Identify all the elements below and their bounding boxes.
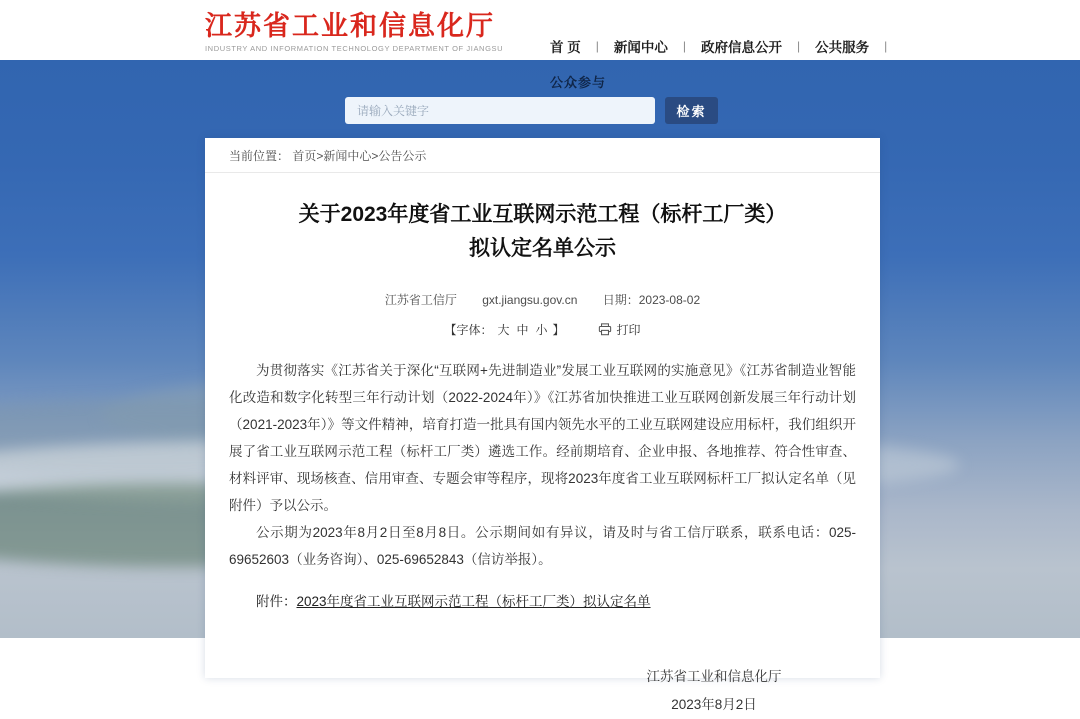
site-logo [205,11,503,53]
nav-item-news-center[interactable]: 新闻中心 [613,40,668,55]
main-nav [548,36,900,56]
nav-separator: | [797,39,801,53]
article-toolbar [229,321,856,338]
attachment-row [229,588,856,615]
print-button[interactable] [598,321,641,338]
printer-icon [598,323,612,336]
site-logo-title: 江苏省工业和信息化厅 [205,11,495,41]
article-signature [229,663,856,719]
nav-separator: | [595,39,599,53]
breadcrumb [205,138,880,173]
tab-public-participation[interactable]: 公众参与 [550,75,607,90]
article-paragraph: 为贯彻落实《江苏省关于深化“互联网+先进制造业”发展工业互联网的实施意见》《江苏省制造业智能化改造和数字化转型三年行动计划（2022-2024年）》《江苏省加快推进工业互联网创新发展三年行动计划（2021-2023年）》等文件精神，培育打造一批具有国内领先水平的工业互联网建设应用标杆，我们组织开展了省工业互联网示范工程（标杆工厂类）遴选工作。经前期培育、企业申报、各地推荐、符合性审查、材料评审、现场核查、信用审查、专题会审等程序，现将2023年度省工业互联网标杆工厂拟认定名单（见附件）予以公示。 [229,363,856,513]
search-input[interactable] [345,97,655,124]
page-title-line1: 关于2023年度省工业互联网示范工程（标杆工厂类） [298,203,787,226]
signature-org: 江苏省工业和信息化厅 [646,669,782,684]
article-paragraph: 公示期为2023年8月2日至8月8日。公示期间如有异议，请及时与省工信厅联系，联系电话：025-69652603（业务咨询）、025-69652843（信访举报）。 [229,525,856,567]
article-source: 江苏省工信厅 [384,293,457,307]
nav-separator: | [682,39,687,53]
search-button[interactable]: 检索 [665,97,718,124]
nav-item-home[interactable]: 首 页 [550,40,581,55]
signature-date: 2023年8月2日 [671,697,757,712]
article-meta [229,291,856,308]
search-bar [345,97,718,124]
nav-item-public-services[interactable]: 公共服务 [815,40,870,55]
nav-item-gov-info-disclosure[interactable]: 政府信息公开 [701,40,783,55]
font-size-label-prefix: 【字体： [444,323,493,337]
site-header [0,0,1080,60]
font-size-medium-button[interactable]: 中 [516,323,529,337]
breadcrumb-label: 当前位置： [229,149,290,163]
article-site: gxt.jiangsu.gov.cn [482,293,578,307]
attachment-label: 附件： [256,594,297,609]
nav-separator: | [884,39,888,53]
attachment-link[interactable]: 2023年度省工业互联网示范工程（标杆工厂类）拟认定名单 [296,594,651,609]
font-size-small-button[interactable]: 小 [535,323,548,337]
page-title [259,198,826,266]
site-logo-subtitle: INDUSTRY AND INFORMATION TECHNOLOGY DEPARTMENT OF JIANGSU [205,44,504,53]
font-size-large-button[interactable]: 大 [497,323,510,337]
article [205,198,880,719]
breadcrumb-path[interactable]: 首页>新闻中心>公告公示 [292,149,427,163]
article-date: 日期：2023-08-02 [602,293,701,307]
content-card [205,138,880,712]
page-title-line2: 拟认定名单公示 [469,237,616,260]
font-size-label-suffix: 】 [552,323,565,337]
print-button-label: 打印 [616,323,641,337]
article-body [229,357,856,573]
